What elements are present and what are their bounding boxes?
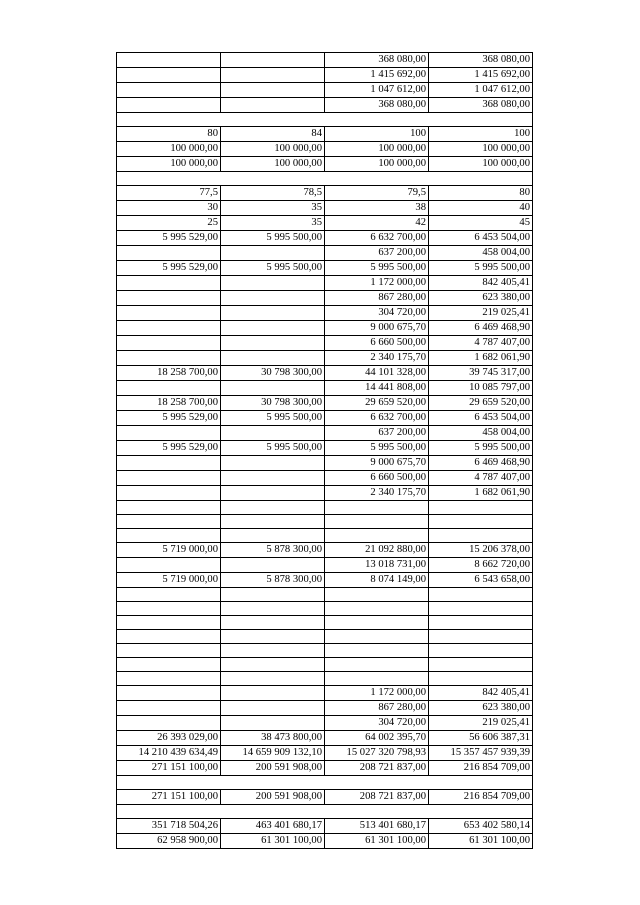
table-cell: 100 000,00 [221,142,325,157]
table-cell: 100 000,00 [117,157,221,172]
table-cell: 271 151 100,00 [117,761,221,776]
table-cell: 219 025,41 [429,306,533,321]
table-cell: 15 206 378,00 [429,543,533,558]
table-body [117,53,533,849]
table-cell [117,558,221,573]
table-cell: 842 405,41 [429,686,533,701]
table-cell [117,336,221,351]
table-row [117,543,533,558]
table-cell: 842 405,41 [429,276,533,291]
table-cell: 61 301 100,00 [429,834,533,849]
spacer-cell [117,776,533,790]
table-cell: 10 085 797,00 [429,381,533,396]
table-cell: 867 280,00 [325,291,429,306]
table-cell [117,616,221,630]
table-cell [117,686,221,701]
table-cell [325,658,429,672]
table-cell [117,501,221,515]
table-cell: 100 [429,127,533,142]
table-cell [221,501,325,515]
table-row [117,602,533,616]
table-cell: 1 682 061,90 [429,351,533,366]
table-cell [117,515,221,529]
table-row [117,616,533,630]
table-row [117,486,533,501]
table-cell: 4 787 407,00 [429,471,533,486]
table-cell [429,644,533,658]
table-cell: 5 995 500,00 [325,261,429,276]
table-cell: 8 662 720,00 [429,558,533,573]
table-cell: 4 787 407,00 [429,336,533,351]
table-cell: 21 092 880,00 [325,543,429,558]
table-cell: 6 660 500,00 [325,336,429,351]
table-cell [117,602,221,616]
table-cell: 1 415 692,00 [429,68,533,83]
table-cell [221,276,325,291]
table-cell [117,381,221,396]
table-row [117,411,533,426]
table-row [117,644,533,658]
table-cell: 5 995 500,00 [221,231,325,246]
table-cell [221,426,325,441]
table-row [117,716,533,731]
table-row [117,471,533,486]
table-cell: 208 721 837,00 [325,761,429,776]
table-cell: 6 632 700,00 [325,231,429,246]
table-cell: 5 995 500,00 [429,261,533,276]
table-row [117,246,533,261]
table-cell [117,53,221,68]
table-cell [117,321,221,336]
table-cell: 14 210 439 634,49 [117,746,221,761]
table-cell [221,351,325,366]
table-cell [221,515,325,529]
table-row [117,201,533,216]
table-row [117,426,533,441]
table-cell [429,602,533,616]
table-cell: 15 357 457 939,39 [429,746,533,761]
table-cell [221,98,325,113]
table-row [117,83,533,98]
table-cell [117,658,221,672]
table-cell: 6 660 500,00 [325,471,429,486]
table-cell [117,456,221,471]
table-cell [221,558,325,573]
table-row [117,276,533,291]
table-cell: 653 402 580,14 [429,819,533,834]
table-cell: 100 000,00 [429,142,533,157]
table-cell [221,321,325,336]
table-cell: 30 798 300,00 [221,366,325,381]
table-cell: 64 002 395,70 [325,731,429,746]
table-cell: 35 [221,216,325,231]
table-cell [117,471,221,486]
table-cell: 6 469 468,90 [429,456,533,471]
table-cell: 5 995 500,00 [221,441,325,456]
table-cell [221,630,325,644]
table-row [117,672,533,686]
table-cell: 623 380,00 [429,701,533,716]
table-cell [117,486,221,501]
spacer-cell [117,113,533,127]
table-cell: 867 280,00 [325,701,429,716]
table-cell: 9 000 675,70 [325,321,429,336]
table-cell [117,644,221,658]
table-cell: 38 [325,201,429,216]
table-cell: 62 958 900,00 [117,834,221,849]
table-cell: 100 000,00 [429,157,533,172]
table-cell [117,276,221,291]
table-cell: 84 [221,127,325,142]
table-cell: 39 745 317,00 [429,366,533,381]
table-cell [117,716,221,731]
table-cell [221,83,325,98]
table-cell: 623 380,00 [429,291,533,306]
table-cell: 30 798 300,00 [221,396,325,411]
table-row [117,630,533,644]
table-cell: 271 151 100,00 [117,790,221,805]
table-cell [429,672,533,686]
table-cell [221,456,325,471]
table-row [117,157,533,172]
table-cell: 45 [429,216,533,231]
table-cell: 100 [325,127,429,142]
table-cell [429,588,533,602]
table-row [117,396,533,411]
table-cell: 80 [117,127,221,142]
table-cell [221,602,325,616]
table-cell: 5 995 500,00 [221,411,325,426]
table-cell [221,53,325,68]
table-row [117,306,533,321]
table-cell: 5 995 529,00 [117,231,221,246]
table-cell: 100 000,00 [117,142,221,157]
table-cell [221,588,325,602]
table-cell [325,529,429,543]
table-cell: 304 720,00 [325,306,429,321]
data-table [116,52,533,849]
table-cell: 15 027 320 798,93 [325,746,429,761]
table-cell: 6 469 468,90 [429,321,533,336]
table-cell [221,381,325,396]
table-cell [117,83,221,98]
table-cell: 100 000,00 [221,157,325,172]
table-row [117,291,533,306]
table-cell [429,658,533,672]
table-cell: 5 878 300,00 [221,573,325,588]
table-cell [221,616,325,630]
table-row [117,381,533,396]
table-cell: 216 854 709,00 [429,761,533,776]
table-row [117,68,533,83]
table-cell: 6 543 658,00 [429,573,533,588]
table-cell: 40 [429,201,533,216]
table-cell: 25 [117,216,221,231]
table-cell: 18 258 700,00 [117,396,221,411]
table-cell: 5 719 000,00 [117,543,221,558]
table-cell: 56 606 387,31 [429,731,533,746]
table-cell: 5 995 529,00 [117,411,221,426]
table-row [117,686,533,701]
spacer-row [117,776,533,790]
table-cell [117,672,221,686]
table-cell [221,529,325,543]
table-cell [325,616,429,630]
table-cell: 26 393 029,00 [117,731,221,746]
table-cell [117,701,221,716]
table-cell: 14 441 808,00 [325,381,429,396]
table-cell [117,291,221,306]
table-cell: 637 200,00 [325,246,429,261]
table-cell: 637 200,00 [325,426,429,441]
table-cell: 1 172 000,00 [325,686,429,701]
table-row [117,261,533,276]
table-row [117,441,533,456]
table-cell: 219 025,41 [429,716,533,731]
table-cell: 5 995 500,00 [429,441,533,456]
table-cell: 1 682 061,90 [429,486,533,501]
table-cell [429,630,533,644]
table-cell [325,644,429,658]
table-cell: 77,5 [117,186,221,201]
table-row [117,321,533,336]
table-row [117,351,533,366]
table-cell: 1 415 692,00 [325,68,429,83]
table-cell: 2 340 175,70 [325,351,429,366]
table-cell [221,471,325,486]
table-cell [325,515,429,529]
table-cell: 368 080,00 [325,98,429,113]
table-cell [221,658,325,672]
table-cell [117,588,221,602]
table-cell: 200 591 908,00 [221,790,325,805]
table-cell [221,672,325,686]
table-cell: 463 401 680,17 [221,819,325,834]
table-cell: 5 878 300,00 [221,543,325,558]
table-cell: 100 000,00 [325,142,429,157]
table-cell: 6 453 504,00 [429,411,533,426]
table-cell: 1 047 612,00 [429,83,533,98]
table-row [117,231,533,246]
table-row [117,515,533,529]
table-cell [429,529,533,543]
table-row [117,731,533,746]
table-cell [221,701,325,716]
table-cell: 8 074 149,00 [325,573,429,588]
table-cell: 35 [221,201,325,216]
table-cell: 304 720,00 [325,716,429,731]
table-row [117,819,533,834]
table-cell: 9 000 675,70 [325,456,429,471]
table-cell: 351 718 504,26 [117,819,221,834]
table-row [117,456,533,471]
table-cell: 368 080,00 [429,98,533,113]
table-cell [325,602,429,616]
table-row [117,127,533,142]
table-row [117,558,533,573]
spacer-row [117,113,533,127]
table-cell: 5 719 000,00 [117,573,221,588]
table-cell: 30 [117,201,221,216]
spacer-row [117,805,533,819]
table-row [117,573,533,588]
spacer-row [117,172,533,186]
table-cell [221,686,325,701]
table-row [117,834,533,849]
table-row [117,588,533,602]
table-cell [117,630,221,644]
table-cell: 208 721 837,00 [325,790,429,805]
table-cell [325,501,429,515]
table-cell [221,716,325,731]
table-cell: 2 340 175,70 [325,486,429,501]
table-cell [325,630,429,644]
table-cell: 513 401 680,17 [325,819,429,834]
table-cell: 38 473 800,00 [221,731,325,746]
table-cell: 80 [429,186,533,201]
table-cell [221,246,325,261]
table-row [117,529,533,543]
table-cell [429,515,533,529]
table-cell [117,68,221,83]
table-cell: 5 995 500,00 [325,441,429,456]
table-row [117,142,533,157]
table-cell: 44 101 328,00 [325,366,429,381]
table-cell [117,529,221,543]
table-row [117,366,533,381]
table-cell: 6 632 700,00 [325,411,429,426]
table-cell [117,98,221,113]
table-cell: 5 995 500,00 [221,261,325,276]
table-cell: 5 995 529,00 [117,441,221,456]
table-row [117,186,533,201]
table-cell [221,68,325,83]
table-row [117,790,533,805]
table-cell [117,306,221,321]
table-cell: 458 004,00 [429,246,533,261]
table-cell: 216 854 709,00 [429,790,533,805]
spacer-cell [117,172,533,186]
table-row [117,701,533,716]
table-cell: 14 659 909 132,10 [221,746,325,761]
table-row [117,216,533,231]
table-cell [221,306,325,321]
table-cell [117,426,221,441]
table-cell: 78,5 [221,186,325,201]
table-cell: 1 172 000,00 [325,276,429,291]
spacer-cell [117,805,533,819]
table-cell [221,291,325,306]
table-row [117,98,533,113]
table-cell: 29 659 520,00 [325,396,429,411]
table-cell: 458 004,00 [429,426,533,441]
table-cell [117,351,221,366]
table-cell [221,644,325,658]
table-cell: 61 301 100,00 [325,834,429,849]
table-cell: 100 000,00 [325,157,429,172]
table-cell: 61 301 100,00 [221,834,325,849]
table-row [117,761,533,776]
table-cell: 368 080,00 [429,53,533,68]
table-cell [221,486,325,501]
table-cell: 368 080,00 [325,53,429,68]
table-cell: 18 258 700,00 [117,366,221,381]
table-cell [325,672,429,686]
table-cell: 13 018 731,00 [325,558,429,573]
table-cell [429,501,533,515]
table-cell: 1 047 612,00 [325,83,429,98]
table-row [117,336,533,351]
table-cell: 42 [325,216,429,231]
table-cell: 5 995 529,00 [117,261,221,276]
table-cell: 200 591 908,00 [221,761,325,776]
table-row [117,746,533,761]
table-row [117,501,533,515]
table-row [117,53,533,68]
table-cell [429,616,533,630]
table-cell: 79,5 [325,186,429,201]
table-cell [117,246,221,261]
table-row [117,658,533,672]
table-cell: 29 659 520,00 [429,396,533,411]
table-cell: 6 453 504,00 [429,231,533,246]
table-cell [325,588,429,602]
table-cell [221,336,325,351]
